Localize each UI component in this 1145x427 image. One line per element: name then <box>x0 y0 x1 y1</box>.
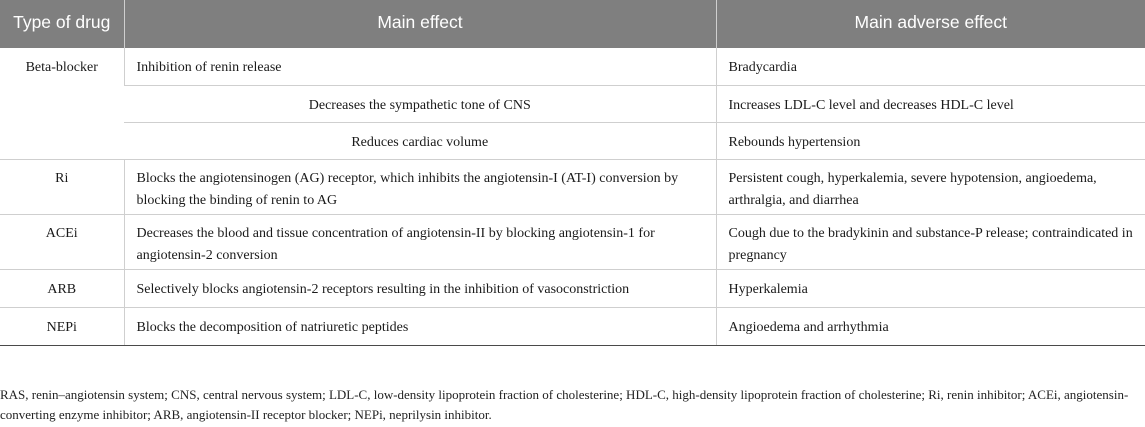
drug-name-cell: ARB <box>0 269 124 307</box>
table-footnote: RAS, renin–angiotensin system; CNS, central nervous system; LDL-C, low-density lipoprotein fraction of cholesterine; HDL-C, high-density lipoprotein fraction of cholesterine; Ri, renin inhibitor; ACEi, angiotensin-converting enzyme inhibitor; ARB, angiotensin-II receptor blocker; NEPi, neprilysin inhibitor. <box>0 387 1129 422</box>
adverse-effect-cell: Persistent cough, hyperkalemia, severe hypotension, angioedema, arthralgia, and diarrhea <box>716 159 1145 214</box>
table-row <box>0 307 1145 345</box>
drug-name-cell: Ri <box>0 159 124 214</box>
main-effect-cell: Decreases the blood and tissue concentration of angiotensin-II by blocking angiotensin-1 for angiotensin-2 conversion <box>124 214 716 269</box>
drug-name-cell: ACEi <box>0 214 124 269</box>
main-effect-cell: Selectively blocks angiotensin-2 receptors resulting in the inhibition of vasoconstriction <box>124 269 716 307</box>
header-main-effect: Main effect <box>124 0 716 48</box>
table-row <box>0 159 1145 214</box>
header-type-of-drug: Type of drug <box>0 0 124 48</box>
adverse-effect-cell: Bradycardia <box>716 48 1145 85</box>
adverse-effect-cell: Angioedema and arrhythmia <box>716 307 1145 345</box>
table-row <box>0 85 1145 122</box>
adverse-effect-cell: Rebounds hypertension <box>716 122 1145 159</box>
table-row <box>0 269 1145 307</box>
adverse-effect-cell: Increases LDL-C level and decreases HDL-C level <box>716 85 1145 122</box>
main-effect-cell: Blocks the decomposition of natriuretic peptides <box>124 307 716 345</box>
adverse-effect-cell: Cough due to the bradykinin and substance-P release; contraindicated in pregnancy <box>716 214 1145 269</box>
main-effect-cell: Decreases the sympathetic tone of CNS <box>124 85 716 122</box>
table-row <box>0 48 1145 85</box>
adverse-effect-cell: Hyperkalemia <box>716 269 1145 307</box>
main-effect-cell: Reduces cardiac volume <box>124 122 716 159</box>
table-row <box>0 214 1145 269</box>
drug-name-cell: Beta-blocker <box>0 48 124 159</box>
main-effect-cell: Blocks the angiotensinogen (AG) receptor, which inhibits the angiotensin-I (AT-I) conversion by blocking the binding of renin to AG <box>124 159 716 214</box>
drug-name-cell: NEPi <box>0 307 124 345</box>
header-main-adverse-effect: Main adverse effect <box>716 0 1145 48</box>
table-row <box>0 122 1145 159</box>
main-effect-cell: Inhibition of renin release <box>124 48 716 85</box>
table-header <box>0 0 1145 48</box>
